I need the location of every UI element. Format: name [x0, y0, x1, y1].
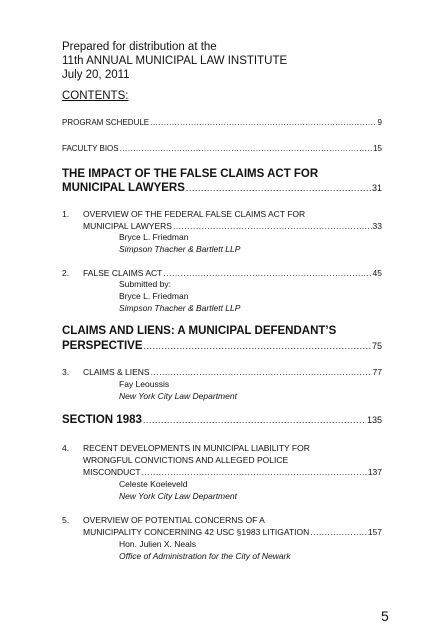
item-title: MUNICIPAL LAWYERS	[83, 221, 172, 231]
section-heading: PERSPECTIVE	[62, 340, 143, 352]
toc-section-1983[interactable]	[62, 414, 382, 426]
author-firm: Office of Administration for the City of Newark	[119, 551, 291, 561]
toc-entry-faculty-bios[interactable]	[62, 144, 382, 153]
item-title: CLAIMS & LIENS	[83, 367, 150, 377]
toc-page: 15	[373, 144, 382, 153]
item-number: 2.	[62, 268, 70, 278]
author-name: Hon. Julien X. Neals	[119, 539, 197, 549]
item-title: RECENT DEVELOPMENTS IN MUNICIPAL LIABILITY FOR	[83, 443, 310, 453]
author-firm: New York City Law Department	[119, 491, 237, 501]
leader-dots	[142, 467, 367, 477]
author-name: Celeste Koeleveld	[119, 479, 188, 489]
section-heading: MUNICIPAL LAWYERS	[62, 182, 185, 194]
leader-dots	[144, 341, 371, 351]
toc-page: 45	[372, 268, 382, 278]
item-number: 3.	[62, 367, 70, 377]
toc-page: 33	[372, 221, 382, 231]
leader-dots	[186, 183, 371, 193]
toc-entry-item-2[interactable]	[83, 268, 382, 278]
item-title: FALSE CLAIMS ACT	[83, 268, 163, 278]
leader-dots	[163, 268, 371, 278]
toc-entry-item-3[interactable]	[83, 367, 382, 377]
header-line-2: 11th ANNUAL MUNICIPAL LAW INSTITUTE	[62, 55, 288, 67]
toc-page: 9	[377, 118, 382, 127]
author-firm: New York City Law Department	[119, 391, 237, 401]
author-name: Fay Leoussis	[119, 379, 170, 389]
toc-entry-item-5[interactable]	[83, 527, 382, 537]
toc-page: 77	[372, 367, 382, 377]
header-line-1: Prepared for distribution at the	[62, 41, 217, 53]
author-firm: Simpson Thacher & Bartlett LLP	[119, 244, 241, 254]
item-number: 5.	[62, 515, 70, 525]
leader-dots	[310, 527, 367, 537]
toc-label: PROGRAM SCHEDULE	[62, 118, 150, 127]
toc-page: 31	[371, 183, 382, 193]
section-heading: THE IMPACT OF THE FALSE CLAIMS ACT FOR	[62, 168, 319, 180]
author-firm: Simpson Thacher & Bartlett LLP	[119, 303, 241, 313]
item-number: 1.	[62, 209, 70, 219]
leader-dots	[143, 415, 366, 425]
contents-heading: CONTENTS:	[62, 90, 129, 102]
item-title: OVERVIEW OF POTENTIAL CONCERNS OF A	[83, 515, 265, 525]
toc-label: FACULTY BIOS	[62, 144, 119, 153]
toc-page: 137	[367, 467, 382, 477]
toc-page: 135	[366, 415, 382, 425]
leader-dots	[151, 367, 372, 377]
header-line-3: July 20, 2011	[62, 69, 130, 81]
toc-page: 157	[367, 527, 382, 537]
author-name: Bryce L. Friedman	[119, 232, 189, 242]
submitted-by-label: Submitted by:	[119, 279, 171, 289]
item-title: OVERVIEW OF THE FEDERAL FALSE CLAIMS ACT FOR	[83, 209, 306, 219]
section-heading: SECTION 1983	[62, 414, 142, 426]
item-title: WRONGFUL CONVICTIONS AND ALLEGED POLICE	[83, 455, 289, 465]
toc-entry-program-schedule[interactable]	[62, 118, 382, 127]
toc-section-false-claims[interactable]	[62, 182, 382, 194]
leader-dots	[150, 118, 376, 127]
item-title: MUNICIPALITY CONCERNING 42 USC §1983 LITIGATION	[83, 527, 310, 537]
item-title: MISCONDUCT	[83, 467, 141, 477]
toc-page: 75	[371, 341, 382, 351]
toc-entry-item-1[interactable]	[83, 221, 382, 231]
toc-entry-item-4[interactable]	[83, 467, 382, 477]
author-name: Bryce L. Friedman	[119, 291, 189, 301]
page-number: 5	[381, 608, 389, 624]
leader-dots	[173, 221, 372, 231]
toc-section-claims-liens[interactable]	[62, 340, 382, 352]
item-number: 4.	[62, 443, 70, 453]
section-heading: CLAIMS AND LIENS: A MUNICIPAL DEFENDANT’S	[62, 325, 337, 337]
leader-dots	[120, 144, 372, 153]
